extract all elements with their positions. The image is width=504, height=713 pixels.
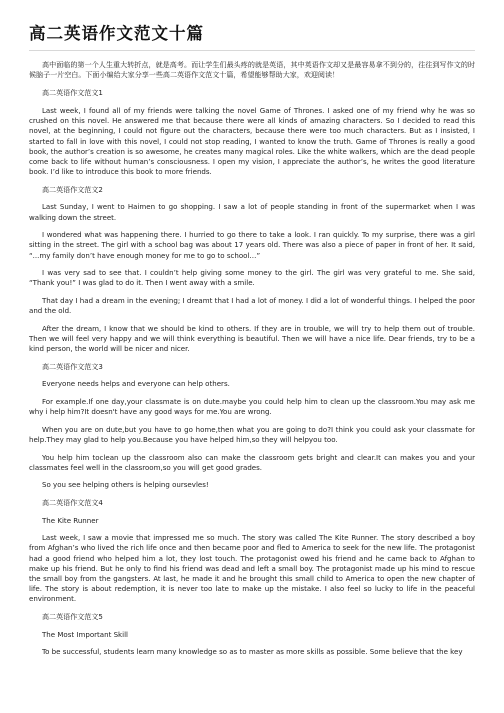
paragraph: That day I had a dream in the evening; I dreamt that I had a lot of money. I did a lot of wonderful things. I helped the poor and the old. <box>29 296 475 316</box>
paragraph: 高二英语作文范文5 <box>42 611 103 621</box>
paragraph: Everyone needs helps and everyone can help others. <box>42 379 230 389</box>
intro-paragraph: 高中面临的第一个人生重大转折点，就是高考。而让学生们最头疼的就是英语，其中英语作文却又是最容易拿不到分的，往往到写作文的时候脑子一片空白。下面小编给大家分享一些高二英语作文范文十篇，希望能够帮助大家，欢迎阅读！ <box>29 60 475 80</box>
paragraph: Last Sunday, I went to Haimen to go shopping. I saw a lot of people standing in front of the supermarket when I was walking down the street. <box>29 202 475 222</box>
paragraph: I was very sad to see that. I couldn’t help giving some money to the girl. The girl was very grateful to me. She said, “Thank you!” I was glad to do it. Then I went away with a smile. <box>29 268 475 288</box>
paragraph: When you are on dute,but you have to go home,then what you are going to do?I think you could ask your classmate for help.They may glad to help you.Because you have helped him,so they will helpyou too. <box>29 424 475 444</box>
paragraph: After the dream, I know that we should be kind to others. If they are in trouble, we will try to help them out of trouble. Then we will feel very happy and we will think everything is beautiful. Then we will have a nice life. Dear friends, try to be a kind person, the world will be nicer and nicer. <box>29 323 475 354</box>
paragraph: To be successful, students learn many knowledge so as to master as more skills as possible. Some believe that the key <box>42 647 463 657</box>
paragraph: The Most Important Skill <box>42 629 129 639</box>
paragraph: The Kite Runner <box>42 515 99 525</box>
paragraph: 高二英语作文范文4 <box>42 497 103 507</box>
paragraph: Last week, I found all of my friends were talking the novel Game of Thrones. I asked one of my friend why he was so crushed on this novel. He answered me that because there were all kinds of amazing characters. So I decided to read this novel, at the beginning, I could not figure out the characters, because there were too much characters. But as I insisted, I started to fall in love with this novel, I could not stop reading, I wanted to know the truth. Game of Thrones is really a good book, the author’s creation is so awesome, he creates many magical roles. Like the white walkers, which are the dead people come back to life without human’s consciousness. I open my vision, I appreciate the author’s, he writes the good literature book. I’d like to introduce this book to more friends. <box>29 106 475 177</box>
article-body <box>29 88 475 657</box>
paragraph: So you see helping others is helping oursevles! <box>42 480 209 490</box>
paragraph: For example.If one day,your classmate is on dute.maybe you could help him to clean up the classroom.You may ask me why i help him?It doesn't have any good ways for me.You are wrong. <box>29 396 475 417</box>
paragraph: 高二英语作文范文3 <box>42 361 103 371</box>
paragraph: Last week, I saw a movie that impressed me so much. The story was called The Kite Runner. The story described a boy from Afghan’s who lived the rich life once and then became poor and fled to America to seek for the new life. The protagonist had a good friend who helped him a lot, they lost touch. The protagonist owed his friend and he came back to Afghan to make up his friend. But he only to find his friend was dead and left a small boy. The protagonist made up his mind to rescue the small boy from the gangsters. At last, he made it and he brought this small child to America to open the new chapter of life. The story is about redemption, it is never too late to make up the mistake. I also feel so lucky to life in the peaceful environment. <box>29 533 475 604</box>
paragraph: 高二英语作文范文1 <box>42 88 103 98</box>
paragraph: I wondered what was happening there. I hurried to go there to take a look. I ran quickly. To my surprise, there was a girl sitting in the street. The girl with a school bag was about 17 years old. There was also a piece of paper in front of her. It said, “...my family don’t have enough money for me to go to school…” <box>29 230 475 260</box>
paragraph: 高二英语作文范文2 <box>42 184 103 194</box>
paragraph: You help him toclean up the classroom also can make the classroom gets bright and clear.It can makes you and your classmates feel well in the classroom,so you will get good grades. <box>29 452 475 472</box>
page-title: 高二英语作文范文十篇 <box>29 20 475 51</box>
